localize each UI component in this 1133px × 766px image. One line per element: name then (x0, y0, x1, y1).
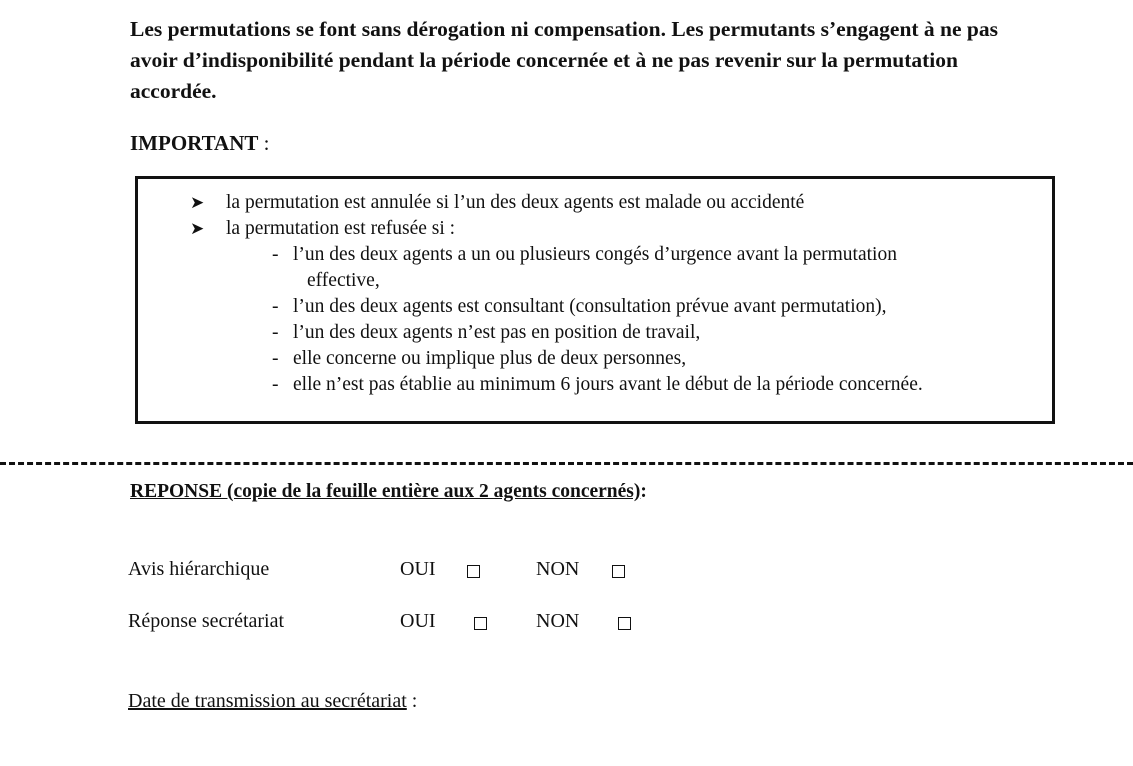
date-transmission (128, 690, 417, 713)
oui-label: OUI (400, 558, 436, 580)
intro-paragraph: Les permutations se font sans dérogation ni compensation. Les permutants s’engagent à ne pas avoir d’indisponibilité pendant la période concernée et à ne pas revenir sur la permutation accordée. (130, 17, 999, 103)
important-heading (130, 131, 269, 156)
cut-line (0, 462, 1133, 465)
condition-text: l’un des deux agents est consultant (consultation prévue avant permutation), (293, 296, 887, 317)
condition-text-continued: effective, (307, 270, 380, 291)
bullet-list (190, 190, 923, 398)
non-checkbox[interactable] (618, 617, 631, 630)
oui-checkbox[interactable] (467, 565, 480, 578)
arrow-bullet-icon: ➤ (190, 193, 205, 213)
reponse-heading (130, 481, 647, 503)
bullet-item (190, 216, 923, 398)
bullet-item (190, 190, 923, 216)
non-label: NON (536, 610, 580, 632)
reponse-label: REPONSE (copie de la feuille entière aux 2 agents concernés) (130, 481, 641, 502)
condition-text: elle n’est pas établie au minimum 6 jours avant le début de la période concernée. (293, 374, 923, 395)
important-label: IMPORTANT (130, 131, 259, 155)
row-label: Avis hiérarchique (128, 558, 270, 580)
bullet-text: la permutation est refusée si : (226, 218, 456, 239)
condition-item: - l’un des deux agents a un ou plusieurs congés d’urgence avant la permutation effective, (272, 242, 923, 294)
row-label: Réponse secrétariat (128, 610, 285, 632)
condition-item: - l’un des deux agents n’est pas en position de travail, (272, 322, 701, 343)
reponse-secretariat-row (128, 610, 668, 638)
non-checkbox[interactable] (612, 565, 625, 578)
condition-text: l’un des deux agents a un ou plusieurs congés d’urgence avant la permutation (293, 244, 897, 265)
oui-label: OUI (400, 610, 436, 632)
non-label: NON (536, 558, 580, 580)
condition-item: - elle concerne ou implique plus de deux personnes, (272, 348, 687, 369)
bullet-text: la permutation est annulée si l’un des deux agents est malade ou accidenté (226, 192, 805, 213)
condition-item: - l’un des deux agents est consultant (consultation prévue avant permutation), (272, 296, 887, 317)
condition-item: - elle n’est pas établie au minimum 6 jours avant le début de la période concernée. (272, 374, 923, 395)
conditions-box (135, 176, 1055, 424)
condition-text: l’un des deux agents n’est pas en position de travail, (293, 322, 701, 343)
avis-hierarchique-row (128, 558, 668, 586)
arrow-bullet-icon: ➤ (190, 219, 205, 239)
date-suffix: : (406, 690, 418, 712)
condition-text: elle concerne ou implique plus de deux personnes, (293, 348, 687, 369)
oui-checkbox[interactable] (474, 617, 487, 630)
important-suffix: : (258, 131, 270, 155)
reponse-suffix: : (640, 481, 647, 502)
condition-list (226, 242, 923, 398)
date-label: Date de transmission au secrétariat (128, 690, 407, 712)
